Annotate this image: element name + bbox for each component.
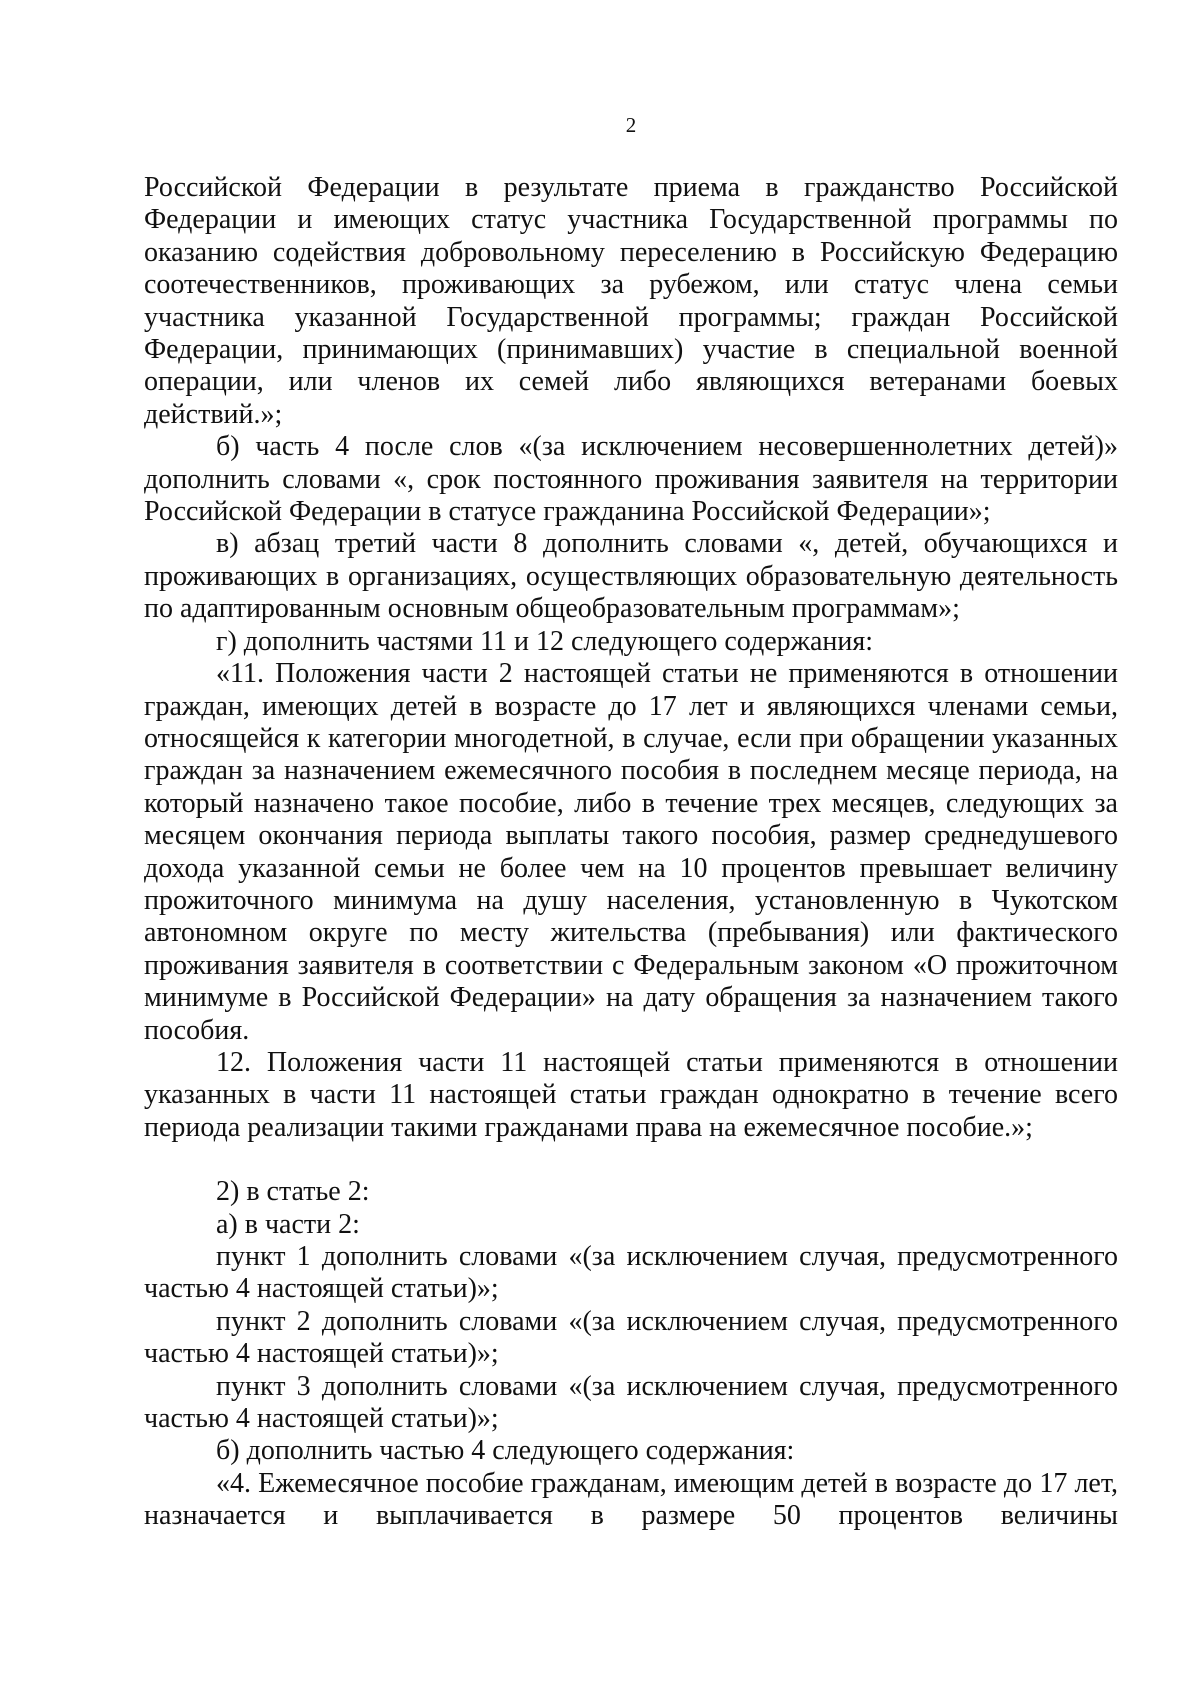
paragraph-item-v: в) абзац третий части 8 дополнить словами «, детей, обучающихся и проживающих в организациях, осуществляющих образовательную деятельность по адаптированным основным общеобразовательным программам»; — [144, 528, 1118, 625]
paragraph-article-2: 2) в статье 2: — [216, 1176, 370, 1208]
paragraph-article-2-item-a: а) в части 2: — [216, 1208, 360, 1240]
paragraph-part-12: 12. Положения части 11 настоящей статьи применяются в отношении указанных в части 11 настоящей статьи граждан однократно в течение всего периода реализации такими гражданами права на ежемесячное пособие.»; — [144, 1046, 1118, 1143]
paragraph-part-11: «11. Положения части 2 настоящей статьи не применяются в отношении граждан, имеющих детей в возрасте до 17 лет и являющихся членами семьи, относящейся к категории многодетной, в случае, если при обращении указанных граждан за назначением ежемесячного пособия в последнем месяце периода, на который назначено такое пособие, либо в течение трех месяцев, следующих за месяцем окончания периода выплаты такого пособия, размер среднедушевого дохода указанной семьи не более чем на 10 процентов превышает величину прожиточного минимума на душу населения, установленную в Чукотском автономном округе по месту жительства (пребывания) или фактического проживания заявителя в соответствии с Федеральным законом «О прожиточном минимуме в Российской Федерации» на дату обращения за назначением такого пособия. — [144, 658, 1118, 1046]
paragraph-clause-3: пункт 3 дополнить словами «(за исключением случая, предусмотренного частью 4 настоящей статьи)»; — [144, 1370, 1118, 1435]
paragraph-item-g: г) дополнить частями 11 и 12 следующего содержания: — [216, 625, 874, 657]
paragraph-clause-1: пункт 1 дополнить словами «(за исключением случая, предусмотренного частью 4 настоящей статьи)»; — [144, 1241, 1118, 1305]
paragraph-part-4: «4. Ежемесячное пособие гражданам, имеющим детей в возрасте до 17 лет, назначается и выплачивается в размере 50 процентов величины — [144, 1467, 1118, 1532]
paragraph-clause-2: пункт 2 дополнить словами «(за исключением случая, предусмотренного частью 4 настоящей статьи)»; — [144, 1305, 1118, 1370]
paragraph-item-b: б) часть 4 после слов «(за исключением несовершеннолетних детей)» дополнить словами «, срок постоянного проживания заявителя на территории Российской Федерации в статусе гражданина Российской Федерации»; — [144, 431, 1118, 528]
paragraph-continuation: Российской Федерации в результате приема в гражданство Российской Федерации и имеющих статус участника Государственной программы по оказанию содействия добровольному переселению в Российскую Федерацию соотечественников, проживающих за рубежом, или статус члена семьи участника указанной Государственной программы; граждан Российской Федерации, принимающих (принимавших) участие в специальной военной операции, или членов их семей либо являющихся ветеранами боевых действий.»; — [144, 172, 1118, 430]
document-body — [144, 172, 1118, 1533]
page-number: 2 — [625, 113, 637, 137]
paragraph-article-2-item-b: б) дополнить частью 4 следующего содержания: — [216, 1435, 795, 1467]
